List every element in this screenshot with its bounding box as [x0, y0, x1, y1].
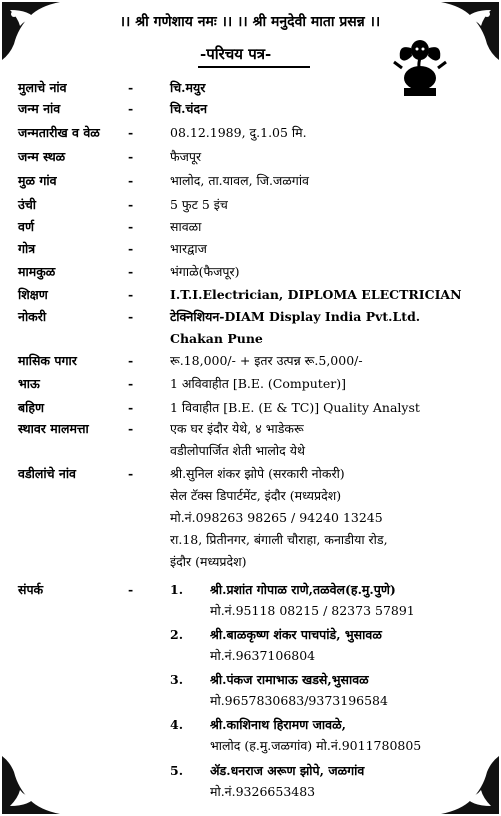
field-value-line: चि.चंदन [170, 101, 208, 116]
contact-details [210, 627, 500, 669]
field-value-line: फैजपूर [170, 149, 202, 164]
field-label: स्थावर मालमत्ता [18, 421, 89, 436]
field-value-line: भालोद, ता.यावल, जि.जळगांव [170, 173, 310, 188]
field-value-line: वडीलोपार्जित शेती भालोद येथे [170, 443, 305, 458]
field-value [170, 219, 492, 241]
field-value-line: रू.18,000/- + इतर उत्पन्न रू.5,000/- [170, 353, 363, 368]
field-label: जन्म स्थळ [18, 149, 66, 164]
field-separator: - [128, 309, 134, 324]
field-value-line: श्री.सुनिल शंकर झोपे (सरकारी नोकरी) [170, 466, 345, 481]
field-value-line: टेक्निशियन-DIAM Display India Pvt.Ltd. [170, 309, 421, 324]
field-separator: - [128, 264, 134, 279]
ornament-corner-bottom-left [0, 754, 62, 816]
field-label: जन्म नांव [18, 101, 61, 116]
field-value [170, 264, 492, 286]
contact-line: भालोद (ह.मु.जळगांव) मो.नं.9011780805 [210, 738, 422, 753]
field-separator: - [128, 173, 134, 188]
field-value [170, 125, 492, 147]
field-separator: - [128, 219, 134, 234]
contact-line: मो.नं.95118 08215 / 82373 57891 [210, 603, 415, 618]
field-separator: - [128, 80, 134, 95]
field-label: मामकुळ [18, 264, 56, 279]
field-label: वडीलांचे नांव [18, 466, 77, 481]
field-separator: - [128, 353, 134, 368]
contact-line: ॲड.धनराज अरूण झोपे, जळगांव [210, 763, 365, 778]
title-underline [198, 66, 310, 68]
field-value-line: इंदौर (मध्यप्रदेश) [170, 554, 247, 569]
field-value-line: भारद्वाज [170, 241, 207, 256]
invocation-header: ।। श्री गणेशाय नमः ।। ।। श्री मनुदेवी माता प्रसन्न ।। [119, 14, 381, 30]
field-value-line: भंगाळे(फैजपूर) [170, 264, 240, 279]
field-separator: - [128, 287, 134, 302]
contact-line: मो.9657830683/9373196584 [210, 693, 388, 708]
field-separator: - [128, 149, 134, 164]
contact-number: 5. [170, 763, 184, 778]
field-value-line: एक घर इंदौर येथे, ४ भाडेकरू [170, 421, 304, 436]
field-value [170, 173, 492, 195]
field-value [170, 149, 492, 171]
field-value-line: Chakan Pune [170, 331, 263, 346]
field-label: मुळ गांव [18, 173, 57, 188]
field-value [170, 309, 492, 353]
contact-line: श्री.काशिनाथ हिरामण जावळे, [210, 717, 346, 732]
field-label: भाऊ [18, 376, 40, 391]
contact-number: 3. [170, 672, 184, 687]
contact-details [210, 717, 500, 759]
field-value-line: सावळा [170, 219, 202, 234]
field-label: वर्ण [18, 219, 34, 234]
contact-number: 2. [170, 627, 184, 642]
contact-line: मो.नं.9326653483 [210, 784, 316, 799]
field-value [170, 353, 492, 375]
field-label: मुलाचे नांव [18, 80, 67, 95]
contact-details [210, 582, 500, 624]
field-separator: - [128, 125, 134, 140]
field-value [170, 101, 492, 123]
contacts-separator: - [128, 582, 134, 597]
contacts-label: संपर्क [18, 582, 44, 597]
field-label: मासिक पगार [18, 353, 77, 368]
field-value [170, 376, 492, 398]
field-value-line: 1 विवाहीत [B.E. (E & TC)] Quality Analyst [170, 400, 420, 415]
field-value [170, 400, 492, 422]
field-value [170, 421, 492, 465]
field-separator: - [128, 241, 134, 256]
field-value-line: 08.12.1989, दु.1.05 मि. [170, 125, 307, 140]
field-separator: - [128, 197, 134, 212]
contact-number: 4. [170, 717, 184, 732]
field-label: उंची [18, 197, 37, 212]
field-value [170, 80, 492, 102]
field-value-line: 1 अविवाहीत [B.E. (Computer)] [170, 376, 346, 391]
field-value-line: रा.18, प्रितीनगर, बंगाली चौराहा, कनाडीया रोड, [170, 532, 388, 547]
contact-details [210, 763, 500, 805]
contact-line: श्री.बाळकृष्ण शंकर पाचपांडे, भुसावळ [210, 627, 382, 642]
field-separator: - [128, 376, 134, 391]
field-label: गोत्र [18, 241, 36, 256]
ornament-corner-top-left [0, 0, 62, 62]
field-separator: - [128, 466, 134, 481]
contact-details [210, 672, 500, 714]
field-separator: - [128, 421, 134, 436]
field-separator: - [128, 400, 134, 415]
field-label: बहिण [18, 400, 45, 415]
contact-line: श्री.पंकज रामाभाऊ खडसे,भुसावळ [210, 672, 369, 687]
field-label: जन्मतारीख व वेळ [18, 125, 100, 140]
contact-line: श्री.प्रशांत गोपाळ राणे,तळवेल(ह.मु.पुणे) [210, 582, 396, 597]
field-separator: - [128, 101, 134, 116]
field-value-line: I.T.I.Electrician, DIPLOMA ELECTRICIAN [170, 287, 462, 302]
field-label: नोकरी [18, 309, 47, 324]
field-value-line: सेल टॅक्स डिपार्टमेंट, इंदौर (मध्यप्रदेश) [170, 488, 342, 503]
field-value [170, 241, 492, 263]
field-value [170, 287, 492, 309]
field-value-line: चि.मयुर [170, 80, 206, 95]
page-title: -परिचय पत्र- [200, 45, 272, 63]
contact-line: मो.नं.9637106804 [210, 648, 316, 663]
contact-number: 1. [170, 582, 184, 597]
field-value-line: मो.नं.098263 98265 / 94240 13245 [170, 510, 383, 525]
field-value [170, 466, 492, 576]
field-value-line: 5 फुट 5 इंच [170, 197, 228, 212]
field-value [170, 197, 492, 219]
field-label: शिक्षण [18, 287, 48, 302]
